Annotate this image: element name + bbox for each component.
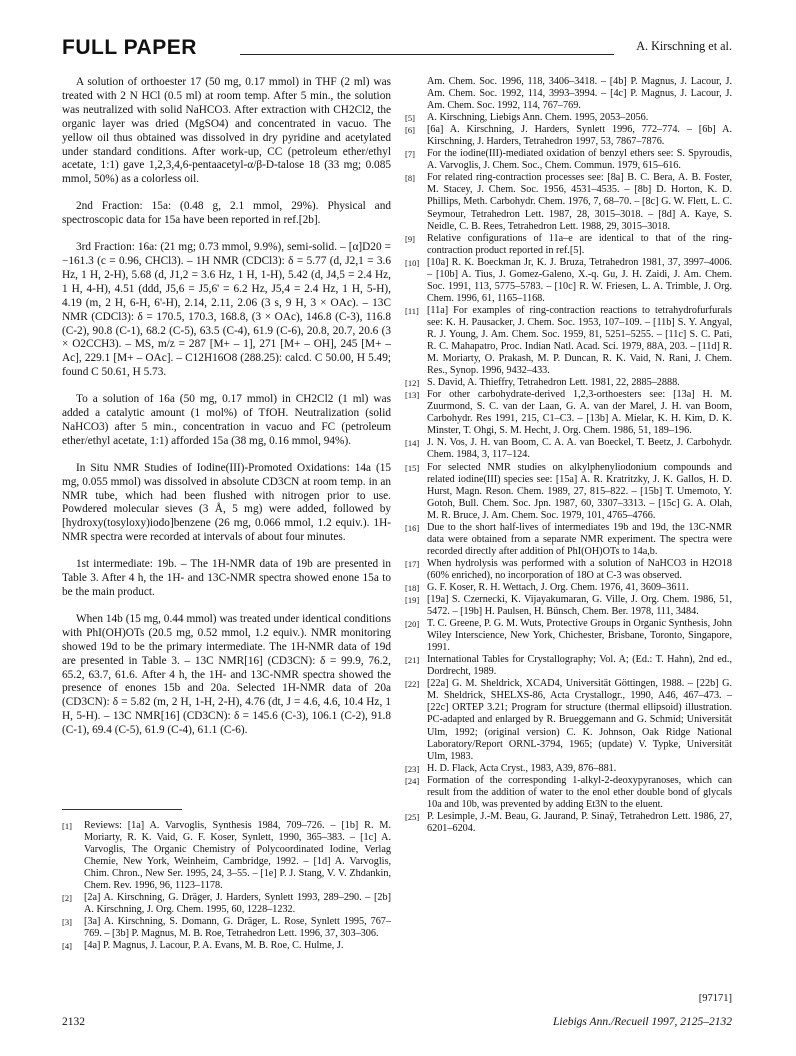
- footnote: [405, 112, 732, 124]
- footnote-text: [2a] A. Kirschning, G. Dräger, J. Harders, Synlett 1993, 289–290. – [2b] A. Kirschning, J. Org. Chem. 1995, 60, 1228–1232.: [84, 892, 391, 916]
- left-column: [62, 76, 391, 751]
- experimental-paragraph: In Situ NMR Studies of Iodine(III)-Promoted Oxidations: 14a (15 mg, 0.055 mmol) was dissolved in absolute CD3CN at room temp. in an NMR tube, which had been flushed with nitrogen prior to use. Powdered molecular sieves (3 Å, 5 mg) were added, followed by [hydroxy(tosyloxy)iodo]benzene (26 mg, 0.066 mmol, 1.2 equiv.). 1H-NMR spectra were recorded at intervals of about four minutes.: [62, 461, 391, 544]
- footnote-number: [13]: [405, 390, 420, 401]
- footnote: [405, 377, 732, 389]
- footnote-number: [20]: [405, 619, 420, 630]
- footnote: [62, 940, 391, 952]
- footnote-number: [5]: [405, 113, 415, 124]
- footnote: [405, 522, 732, 558]
- footnote: [405, 233, 732, 257]
- footnote-text: Due to the short half-lives of intermediates 19b and 19d, the 13C-NMR data were obtained from a separate NMR experiment. The spectra were recorded directly after addition of PhI(OH)OTs to 14a,b.: [427, 521, 732, 557]
- footnote-number: [22]: [405, 679, 420, 690]
- footnote: [62, 820, 391, 892]
- footnote-number: [21]: [405, 655, 420, 666]
- footnote-text: For related ring-contraction processes see: [8a] B. C. Bera, A. B. Foster, M. Stacey, J. Chem. Soc. 1956, 4531–4535. – [8b] D. Horton, K. D. Phillips, Meth. Carbohydr. Chem. 1976, 7, 68–70. – [8c] G. W. Flett, L. C. Seymour, Tetrahedron Lett. 1987, 28, 3015–3018. – [8d] A. Kaye, S. Neidle, C. B. Rees, Tetrahedron Lett. 1988, 29, 3015–3018.: [427, 172, 732, 232]
- footnote-text: International Tables for Crystallography; Vol. A; (Ed.: T. Hahn), 2nd ed., Dordrecht, 1989.: [427, 654, 732, 678]
- footnote-number: [1]: [62, 821, 72, 831]
- footnote-text: [22a] G. M. Sheldrick, XCAD4, Universität Göttingen, 1988. – [22b] G. M. Sheldrick, SHELXS-86, Acta Crystallogr., 1990, A46, 467–473. – [22c] ORTEP 3.21; Program for structure (thermal ellipsoid) illustration. PC-adapted and enlarged by R. Brueggemann and G. Schmid; Universität Ulm, 1992; (original version) C. K. Johnson, Oak Ridge National Laboratory/Report ORNL-3794, 1965; (update) V. Typke, Universität Ulm, 1983.: [427, 678, 732, 762]
- footnote-text: For selected NMR studies on alkylphenyliodonium compounds and related iodine(III) species see: [15a] A. R. Kratritzky, J. K. Gallos, H. D. Hurst, Magn. Reson. Chem. 1989, 27, 815–822. – [15b] T. Umemoto, Y. Gotoh, Bull. Chem. Soc. Jpn. 1987, 60, 3307–3313. – [15c] G. A. Olah, M. R. Bruce, J. Am. Chem. Soc. 1979, 101, 4765–4766.: [427, 461, 732, 521]
- footnote-text: [19a] S. Czernecki, K. Vijayakumaran, G. Ville, J. Org. Chem. 1986, 51, 5472. – [19b] H. Paulsen, H. Bünsch, Chem. Ber. 1978, 111, 3484.: [427, 594, 732, 618]
- footnote: [405, 389, 732, 437]
- footnote: [405, 76, 732, 112]
- footnote-rule: [62, 809, 182, 810]
- footnote-text: When hydrolysis was performed with a solution of NaHCO3 in H2O18 (60% enriched), no incorporation of 18O at C-3 was observed.: [427, 557, 732, 581]
- footnote: [62, 916, 391, 940]
- footnote-text: G. F. Koser, R. H. Wettach, J. Org. Chem. 1976, 41, 3609–3611.: [427, 581, 689, 593]
- document-id: [97171]: [698, 993, 732, 1004]
- footnote: [405, 462, 732, 522]
- footnote-text: A. Kirschning, Liebigs Ann. Chem. 1995, 2053–2056.: [427, 112, 649, 124]
- footnote: [405, 305, 732, 377]
- experimental-paragraph: 3rd Fraction: 16a: (21 mg; 0.73 mmol, 9.9%), semi-solid. – [α]D20 = −161.3 (c = 0.96, CHCl3). – 1H NMR (CDCl3): δ = 5.77 (d, J2,1 = 3.6 Hz, 1 H, 2-H), 5.68 (d, J1,2 = 3.6 Hz, 1 H, 1-H), 5.42 (d, J4,5 = 2.4 Hz, 1 H, 4-H), 4.51 (ddd, J5,6 = J5,6' = 6.2 Hz, J5,4 = 2.4 Hz, 1 H, 5-H), 4.19 (m, 2 H, 6-H, 6'-H), 2.14, 2.11, 2.06 (3 s, 9 H, 3 × OAc). – 13C NMR (CDCl3): δ = 170.5, 170.3, 168.8, (3 × OAc), 146.8 (C-3), 116.8 (C-2), 90.8 (C-1), 68.2 (C-5), 63.5 (C-4), 61.9 (C-6), 20.8, 20.7, 20.6 (3 × O2CCH3). – MS, m/z = 287 [M+ – 1], 271 [M+ – OH], 245 [M+ – Ac], 229.1 [M+ – OAc]. – C12H16O8 (288.25): calcd. C 50.00, H 5.49; found C 50.61, H 5.73.: [62, 241, 391, 379]
- footnote: [405, 257, 732, 305]
- footnote-text: [4a] P. Magnus, J. Lacour, P. A. Evans, M. B. Roe, C. Hulme, J.: [84, 940, 344, 952]
- footnote-text: [10a] R. K. Boeckman Jr, K. J. Bruza, Tetrahedron 1981, 37, 3997–4006. – [10b] A. Tius, J. Gomez-Galeno, X.-q. Gu, J. H. Zaidi, J. Am. Chem. Soc. 1991, 113, 5775–5783. – [10c] R. W. Friesen, L. A. Trimble, J. Org. Chem. 1996, 61, 1165–1168.: [427, 256, 732, 304]
- footnote-number: [17]: [405, 558, 420, 569]
- footnote-text: H. D. Flack, Acta Cryst., 1983, A39, 876–881.: [427, 762, 617, 774]
- footnote: [405, 678, 732, 762]
- footnote: [405, 594, 732, 618]
- footnote-number: [9]: [405, 233, 415, 244]
- footnote-text: S. David, A. Thieffry, Tetrahedron Lett. 1981, 22, 2885–2888.: [427, 377, 680, 389]
- footnote: [405, 558, 732, 582]
- footnote-number: [3]: [62, 917, 72, 928]
- footnotes-left: [62, 820, 391, 953]
- footnote-text: P. Lesimple, J.-M. Beau, G. Jaurand, P. Sinaÿ, Tetrahedron Lett. 1986, 27, 6201–6204.: [427, 810, 732, 834]
- footnote: [405, 654, 732, 678]
- experimental-paragraph: A solution of orthoester 17 (50 mg, 0.17 mmol) in THF (2 ml) was treated with 2 N HCl (0.5 ml) at room temp. After 5 min., the solution was neutralized with solid NaHCO3. After extraction with CH2Cl2, the organic layer was dried (MgSO4) and concentrated in vacuo. The yellow oil thus obtained was dissolved in dry pyridine and acetylated under standard conditions. After work-up, CC (petroleum ether/ethyl acetate, 1:1) gave 1,2,3,4,6-pentaacetyl-α/β-D-talose 18 (33 mg; 0.085 mmol, 50%) as a colorless oil.: [62, 76, 391, 186]
- journal-citation: Liebigs Ann./Recueil 1997, 2125–2132: [553, 1016, 732, 1028]
- footnote-text: [3a] A. Kirschning, S. Domann, G. Dräger, L. Rose, Synlett 1995, 767–769. – [3b] P. Magnus, M. B. Roe, Tetrahedron Lett. 1996, 37, 303–306.: [84, 916, 391, 940]
- header-rule: [240, 54, 614, 55]
- footnote-text: Reviews: [1a] A. Varvoglis, Synthesis 1984, 709–726. – [1b] R. M. Moriarty, R. K. Vaid, G. F. Koser, Synlett, 1990, 365–383. – [1c] A. Varvoglis, The Organic Chemistry of Polycoordinated Iodine, Verlag Chemie, New York, Weinheim, Cambridge, 1992. – [1d] A. Varvoglis, Chim. Chron., New Ser. 1995, 24, 3–55. – [1e] P. J. Stang, V. V. Zhdankin, Chem. Rev. 1996, 96, 1123–1178.: [84, 820, 391, 892]
- footnote-text: J. N. Vos, J. H. van Boom, C. A. A. van Boeckel, T. Beetz, J. Carbohydr. Chem. 1984, 3, 117–124.: [427, 437, 732, 461]
- footnote-number: [23]: [405, 763, 420, 774]
- footnote: [405, 148, 732, 172]
- footnote-number: [15]: [405, 462, 420, 473]
- footnote-text: T. C. Greene, P. G. M. Wuts, Protective Groups in Organic Synthesis, John Wiley Interscience, New York, Chichester, Brisbane, Toronto, Singapore, 1991.: [427, 618, 732, 654]
- footnote-number: [12]: [405, 378, 420, 389]
- footnote-text: For the iodine(III)-mediated oxidation of benzyl ethers see: S. Spyroudis, A. Varvoglis, J. Chem. Soc., Chem. Commun. 1979, 615–616.: [427, 148, 732, 172]
- footnote-text: Formation of the corresponding 1-alkyl-2-deoxypyranoses, which can result from the addition of water to the enol ether double bond of glycals 10a and 10b, was prevented by adding Et3N to the eluent.: [427, 774, 732, 810]
- footnote-number: [24]: [405, 775, 420, 786]
- footnote-number: [11]: [405, 305, 419, 316]
- footnote-number: [2]: [62, 893, 72, 904]
- footnote: [405, 618, 732, 654]
- footnotes-right: [405, 76, 732, 835]
- footnote-text: [11a] For examples of ring-contraction reactions to tetrahydrofurfurals see: K. H. Pausacker, J. Chem. Soc. 1953, 107–109. – [11b] S. Y. Angyal, R. J. Young, J. Am. Chem. Soc. 1959, 81, 5251–5255. – [11c] S. C. Pati, R. C. Mahapatro, Proc. Indian Natl. Acad. Sci. 1979, 88A, 203. – [11d] R. M. Moriarty, O. Prakash, M. P. Duncan, R. K. Vaid, N. Rani, J. Chem. Res., Synop. 1996, 9432–433.: [427, 304, 732, 377]
- footnote-text: Am. Chem. Soc. 1996, 118, 3406–3418. – [4b] P. Magnus, J. Lacour, J. Am. Chem. Soc. 1992, 114, 3993–3994. – [4c] P. Magnus, J. Lacour, J. Am. Chem. Soc. 1992, 114, 767–769.: [427, 76, 732, 112]
- footnote-text: For other carbohydrate-derived 1,2,3-orthoesters see: [13a] H. M. Zuurmond, S. C. van der Laan, G. A. van der Marel, J. H. van Boom, Carbohydr. Res 1991, 215, C1–C3. – [13b] A. Mielar, K. H. Kim, D. K. Minster, T. Ohgi, S. M. Hecht, J. Org. Chem. 1986, 51, 189–196.: [427, 389, 732, 437]
- footnote-number: [10]: [405, 257, 420, 268]
- footnote-number: [7]: [405, 149, 415, 160]
- page-number: 2132: [62, 1016, 85, 1028]
- footnote-number: [4]: [62, 941, 72, 952]
- experimental-paragraph: When 14b (15 mg, 0.44 mmol) was treated under identical conditions with PhI(OH)OTs (20.5 mg, 0.52 mmol, 1.2 equiv.). NMR monitoring showed 19d to be the primary intermediate. The 1H-NMR data of 19d are presented in Table 3. – 13C NMR[16] (CD3CN): δ = 99.9, 76.2, 65.2, 63.7, 61.6. After 4 h, the 1H- and 13C-NMR spectra showed the presence of enones 15b and 20a. Selected 1H-NMR data of 20a (CD3CN): δ = 5.82 (m, 2 H, 1-H, 2-H), 4.76 (dt, J = 4.6, 4.6, 10.4 Hz, 1 H, 5-H). – 13C NMR[16] (CD3CN): δ = 145.6 (C-3), 106.1 (C-2), 91.8 (C-1), 69.4 (C-5), 61.9 (C-4), 61.1 (C-6).: [62, 612, 391, 737]
- footnote: [405, 775, 732, 811]
- footnote-number: [6]: [405, 125, 415, 136]
- experimental-paragraph: 2nd Fraction: 15a: (0.48 g, 2.1 mmol, 29%). Physical and spectroscopic data for 15a have been reported in ref.[2b].: [62, 200, 391, 227]
- experimental-paragraph: 1st intermediate: 19b. – The 1H-NMR data of 19b are presented in Table 3. After 4 h, the 1H- and 13C-NMR spectra showed enone 15a to be the main product.: [62, 558, 391, 598]
- footnote: [405, 582, 732, 594]
- footnote: [405, 437, 732, 461]
- footnote: [405, 811, 732, 835]
- header-authors: A. Kirschning et al.: [636, 39, 732, 53]
- footnote: [62, 892, 391, 916]
- footnote: [405, 763, 732, 775]
- footnote-number: [18]: [405, 582, 420, 593]
- footnote-text: [6a] A. Kirschning, J. Harders, Synlett 1996, 772–774. – [6b] A. Kirschning, J. Harders, Tetrahedron 1997, 53, 7867–7876.: [427, 124, 732, 148]
- footnote: [405, 172, 732, 232]
- footnote-number: [25]: [405, 811, 420, 822]
- experimental-paragraph: To a solution of 16a (50 mg, 0.17 mmol) in CH2Cl2 (1 ml) was added a catalytic amount (1 mol%) of TfOH. Neutralization (solid NaHCO3) after 5 min., concentration in vacuo and FC (petroleum ether/ethyl acetate, 1:1) afforded 15a (38 mg, 0.16 mmol, 94%).: [62, 393, 391, 447]
- footnote-number: [19]: [405, 595, 420, 606]
- footnote-number: [8]: [405, 173, 415, 184]
- footnote-text: Relative configurations of 11a–e are identical to that of the ring-contraction product reported in ref.[5].: [427, 232, 732, 256]
- footnote: [405, 124, 732, 148]
- section-label: FULL PAPER: [62, 36, 197, 59]
- footnote-number: [14]: [405, 438, 420, 449]
- footnote-number: [16]: [405, 522, 420, 533]
- page-header: [62, 36, 732, 62]
